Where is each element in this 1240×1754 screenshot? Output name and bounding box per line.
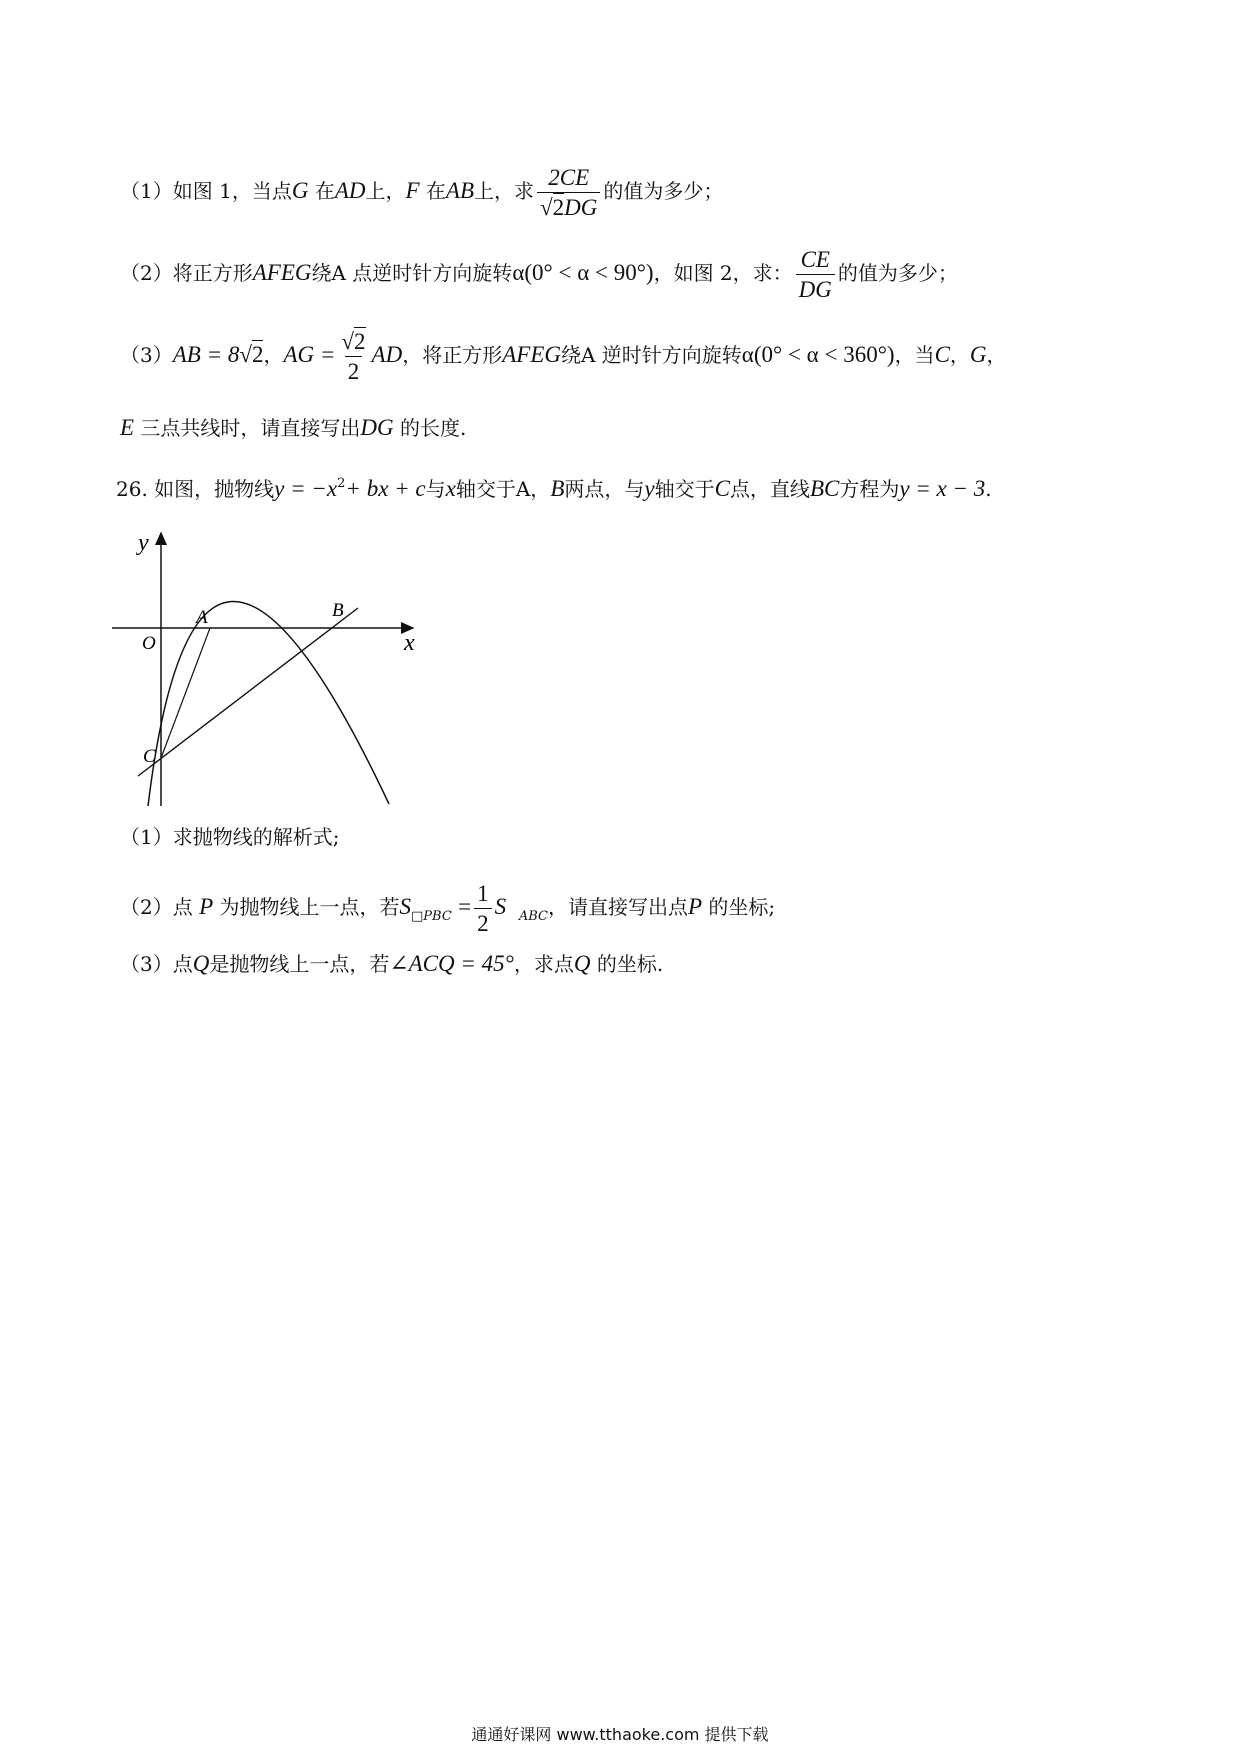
part-number: （3）	[120, 952, 173, 976]
math-G: G	[291, 178, 309, 203]
x-axis-label: x	[404, 630, 415, 656]
math-AFEG: AFEG	[252, 260, 312, 285]
text: 的坐标.	[596, 952, 664, 976]
fraction-numerator: CE	[800, 247, 830, 272]
text: 方程为	[839, 477, 900, 501]
subscript-abc: ABC	[518, 909, 548, 924]
fraction-2CE-over-sqrt2DG	[537, 166, 600, 219]
math-equals: =	[458, 894, 472, 919]
fraction-one-half	[474, 882, 492, 935]
text: 上，求	[474, 179, 535, 203]
text: 在	[314, 179, 335, 203]
text: 三点共线时，请直接写出	[140, 416, 361, 440]
text: 点	[172, 895, 193, 919]
text: ，求点	[513, 952, 574, 976]
text: 绕A 点逆时针方向旋转	[311, 261, 513, 285]
y-axis-label: y	[138, 530, 149, 556]
q25-part2	[120, 248, 958, 301]
parabola-curve	[148, 601, 389, 806]
line-bc	[138, 608, 358, 776]
fraction-denominator: DG	[796, 274, 835, 301]
fraction-denominator: 2	[345, 356, 363, 383]
text: ，	[986, 343, 1007, 367]
denominator-rest: DG	[564, 195, 598, 220]
math-angle-acq: ∠ACQ = 45°	[389, 951, 514, 976]
text: 的值为多少；	[837, 261, 958, 285]
text: 两点，与	[564, 477, 645, 501]
fraction-sqrt2-over-2	[338, 330, 368, 383]
text: 如图，抛物线	[154, 477, 275, 501]
sqrt-symbol: √2	[239, 342, 264, 367]
part-number: （1）	[120, 179, 173, 203]
math-AD: AD	[334, 178, 366, 203]
part-number: （2）	[120, 895, 173, 919]
fraction-denominator: 2	[474, 908, 492, 935]
q26-stem	[116, 477, 992, 500]
math-parabola-eq-rest: + bx + c	[345, 476, 426, 501]
text: 绕A 逆时针方向旋转	[560, 343, 742, 367]
text: ，	[263, 343, 284, 367]
math-C: C	[934, 342, 950, 367]
math-AB-eq: AB = 8	[172, 342, 240, 367]
q25-part3-continued	[120, 416, 466, 439]
fraction-CE-over-DG	[796, 248, 835, 301]
exponent: 2	[337, 476, 346, 491]
math-Q: Q	[573, 951, 591, 976]
math-AB: AB	[445, 178, 475, 203]
math-BC: BC	[809, 476, 840, 501]
q26-part1	[120, 827, 339, 847]
question-number: 26.	[116, 477, 148, 501]
origin-label: O	[142, 633, 156, 654]
fraction-numerator: 2CE	[548, 165, 590, 190]
math-Q: Q	[192, 951, 210, 976]
text: 点	[172, 952, 193, 976]
text: 的值为多少；	[603, 179, 724, 203]
math-angle-condition: α(0° < α < 360°)	[741, 342, 895, 367]
text: ，请直接写出点	[548, 895, 688, 919]
text: 与	[425, 477, 446, 501]
radicand: 2	[552, 195, 565, 220]
text: 在	[425, 179, 446, 203]
text: ，将正方形	[402, 343, 503, 367]
math-S: S	[494, 894, 507, 919]
text: ，	[949, 343, 970, 367]
text: 求抛物线的解析式;	[172, 825, 340, 849]
math-y: y	[644, 476, 655, 501]
fraction-numerator	[338, 330, 368, 356]
part-number: （2）	[120, 261, 173, 285]
subscript-pbc: □PBC	[411, 909, 452, 924]
q26-part3	[120, 952, 663, 975]
text: 如图 1，当点	[172, 179, 292, 203]
math-G: G	[969, 342, 987, 367]
math-AG-eq: AG =	[283, 342, 336, 367]
text: 为抛物线上一点，若	[219, 895, 400, 919]
radicand: 2	[354, 329, 366, 354]
q26-part2	[120, 882, 775, 935]
point-c-label: C	[143, 746, 156, 767]
text: 的长度.	[400, 416, 467, 440]
math-S: S	[399, 894, 412, 919]
math-AD: AD	[371, 342, 403, 367]
sqrt-symbol: √2	[540, 195, 565, 220]
text: .	[985, 477, 992, 501]
text: 点，直线	[729, 477, 810, 501]
math-angle-condition: α(0° < α < 90°)	[512, 260, 654, 285]
part-number: （1）	[120, 825, 173, 849]
footer: 通通好课网 www.tthaoke.com 提供下载	[471, 1725, 769, 1744]
text: 轴交于A，	[455, 477, 551, 501]
radicand: 2	[251, 342, 264, 367]
math-P: P	[199, 894, 214, 919]
math-P: P	[688, 894, 703, 919]
sqrt-symbol: √2	[341, 329, 366, 354]
point-b-label: B	[332, 600, 344, 621]
math-F: F	[405, 178, 420, 203]
fraction-denominator	[537, 192, 600, 219]
text: 是抛物线上一点，若	[209, 952, 390, 976]
text: 将正方形	[172, 261, 253, 285]
math-B: B	[550, 476, 565, 501]
parabola-graph	[108, 528, 438, 808]
math-C: C	[714, 476, 730, 501]
text: 的坐标;	[708, 895, 776, 919]
text: 轴交于	[654, 477, 715, 501]
text: ，如图 2，求：	[653, 261, 793, 285]
math-line-eq: y = x − 3	[899, 476, 986, 501]
math-E: E	[120, 415, 135, 440]
math-x: x	[445, 476, 456, 501]
q25-part3	[120, 330, 1007, 383]
point-a-label: A	[196, 607, 208, 628]
math-parabola-eq: y = −x	[274, 476, 338, 501]
part-number: （3）	[120, 343, 173, 367]
math-AFEG: AFEG	[502, 342, 561, 367]
text: 上，	[365, 179, 406, 203]
text: ，当	[894, 343, 935, 367]
math-DG: DG	[360, 415, 394, 440]
fraction-numerator: 1	[477, 881, 489, 906]
q25-part1	[120, 166, 723, 219]
